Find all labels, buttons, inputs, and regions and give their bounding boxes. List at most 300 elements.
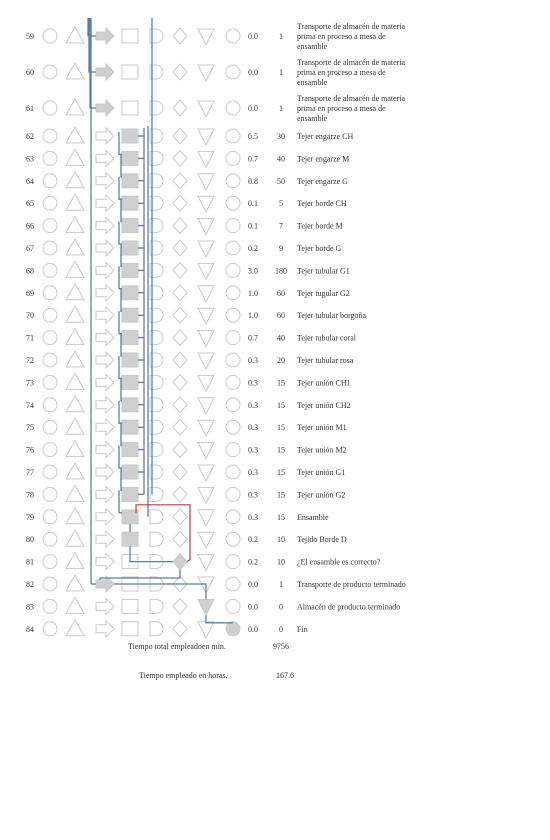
transport-arrow-icon	[96, 598, 114, 614]
operation-circle-icon	[43, 353, 57, 367]
table-row	[26, 172, 348, 190]
square-box-icon	[122, 196, 138, 210]
time-value: 0.3	[248, 356, 258, 365]
total-minutes-label: Tiempo total empleadoen min.	[128, 642, 226, 651]
end-circle-icon	[226, 263, 240, 277]
transport-arrow-icon	[96, 509, 114, 525]
end-circle-icon	[226, 196, 240, 210]
storage-triangle-icon	[198, 510, 214, 526]
transport-arrow-icon	[96, 464, 114, 480]
quantity-value: 60	[277, 311, 285, 321]
transport-arrow-icon	[96, 352, 114, 368]
square-box-icon	[122, 331, 138, 345]
end-circle-icon	[226, 219, 240, 233]
operation-circle-icon	[43, 555, 57, 569]
operation-circle-icon	[43, 65, 57, 79]
row-number: 83	[26, 602, 34, 612]
description-text: Tejer tubular coral	[297, 333, 356, 343]
quantity-value: 15	[277, 490, 285, 500]
operation-circle-icon	[43, 174, 57, 188]
decision-diamond-icon	[173, 598, 187, 614]
time-value: 3.0	[248, 266, 258, 276]
decision-diamond-icon	[173, 173, 187, 189]
storage-triangle-icon	[198, 465, 214, 481]
table-row	[26, 530, 347, 548]
row-number: 77	[26, 468, 34, 477]
inspection-triangle-icon	[66, 127, 84, 143]
quantity-value: 180	[275, 266, 287, 276]
quantity-value: 1	[279, 32, 283, 41]
square-box-icon	[122, 65, 138, 79]
storage-triangle-icon	[198, 308, 214, 324]
row-number: 73	[26, 378, 34, 388]
operation-circle-icon	[43, 101, 57, 115]
square-box-icon	[122, 129, 138, 143]
delay-d-icon	[150, 622, 163, 636]
row-number: 63	[26, 154, 34, 164]
row-number: 81	[26, 557, 34, 567]
flow-line	[114, 584, 206, 599]
storage-triangle-icon	[198, 443, 214, 459]
operation-circle-icon	[43, 465, 57, 479]
table-row	[26, 261, 350, 279]
storage-triangle-icon	[198, 375, 214, 391]
operation-circle-icon	[43, 196, 57, 210]
table-row	[26, 149, 349, 167]
row-number: 76	[26, 445, 34, 455]
time-value: 1.0	[248, 288, 258, 298]
square-box-icon	[122, 174, 138, 188]
square-box-icon	[122, 622, 138, 636]
description-text: Transporte de almacén de materia	[297, 22, 406, 31]
square-box-icon	[122, 487, 138, 501]
transport-arrow-icon	[96, 218, 114, 234]
decision-diamond-icon	[173, 509, 187, 525]
square-box-icon	[122, 599, 138, 613]
table-row	[26, 127, 354, 145]
inspection-triangle-icon	[66, 149, 84, 165]
total-hours-label: Tiempo empleado en horas.	[139, 671, 228, 680]
inspection-triangle-icon	[66, 99, 84, 115]
time-value: 0.3	[248, 400, 258, 410]
decision-diamond-icon	[173, 240, 187, 256]
storage-triangle-icon	[198, 532, 214, 548]
description-text: Tejer borde M	[297, 221, 343, 231]
row-number: 67	[26, 244, 34, 253]
storage-triangle-icon	[198, 420, 214, 436]
storage-triangle-icon	[198, 129, 214, 145]
time-value: 1.0	[248, 311, 258, 321]
total-minutes-value: 9756	[273, 642, 289, 651]
description-text: Tejer engarze CH	[297, 132, 354, 141]
time-value: 0.3	[248, 378, 258, 388]
transport-arrow-icon	[96, 419, 114, 435]
description-text: Tejer unión G2	[297, 490, 346, 500]
quantity-value: 10	[277, 557, 285, 567]
storage-triangle-icon	[198, 151, 214, 167]
operation-circle-icon	[43, 375, 57, 389]
inspection-triangle-icon	[66, 620, 84, 636]
description-text: Tejer engarze G	[297, 176, 348, 186]
inspection-triangle-icon	[66, 284, 84, 300]
end-circle-icon	[226, 577, 240, 591]
description-text: Transporte de almacén de materia	[297, 94, 406, 103]
transport-arrow-icon	[96, 486, 114, 502]
delay-d-icon	[150, 510, 163, 524]
end-circle-icon	[226, 443, 240, 457]
transport-arrow-icon	[96, 307, 114, 323]
decision-diamond-icon	[173, 28, 187, 44]
storage-triangle-icon	[198, 599, 214, 615]
description-text: Tejer unión CH1	[297, 378, 351, 388]
inspection-triangle-icon	[66, 194, 84, 210]
operation-circle-icon	[43, 510, 57, 524]
table-row	[26, 508, 329, 526]
operation-circle-icon	[43, 241, 57, 255]
table-row	[26, 418, 347, 436]
time-value: 0.0	[248, 104, 258, 113]
row-number: 59	[26, 32, 34, 41]
decision-diamond-icon	[173, 486, 187, 502]
inspection-triangle-icon	[66, 575, 84, 591]
storage-triangle-icon	[198, 622, 214, 638]
description-text: ensamble	[297, 78, 328, 87]
quantity-value: 15	[277, 400, 285, 410]
description-text: Tejer tugular G2	[297, 288, 350, 298]
inspection-triangle-icon	[66, 530, 84, 546]
table-row	[26, 94, 406, 123]
operation-circle-icon	[43, 308, 57, 322]
storage-triangle-icon	[198, 555, 214, 571]
description-text: Tejer borde G	[297, 244, 342, 253]
storage-triangle-icon	[198, 219, 214, 235]
decision-diamond-icon	[173, 307, 187, 323]
square-box-icon	[122, 308, 138, 322]
quantity-value: 9	[279, 244, 283, 253]
transport-arrow-icon	[96, 374, 114, 390]
square-box-icon	[122, 151, 138, 165]
square-box-icon	[122, 443, 138, 457]
inspection-triangle-icon	[66, 261, 84, 277]
decision-diamond-icon	[173, 554, 187, 570]
decision-diamond-icon	[173, 262, 187, 278]
inspection-triangle-icon	[66, 553, 84, 569]
description-text: prima en proceso a mesa de	[297, 68, 386, 77]
description-text: Tejido Borde D	[297, 535, 347, 545]
storage-triangle-icon	[198, 286, 214, 302]
end-circle-icon	[226, 29, 240, 43]
description-text: Tejer borde CH	[297, 199, 347, 209]
quantity-value: 10	[277, 535, 285, 545]
quantity-value: 20	[277, 356, 285, 365]
transport-arrow-icon	[96, 173, 114, 189]
square-box-icon	[122, 465, 138, 479]
operation-circle-icon	[43, 263, 57, 277]
end-circle-icon	[226, 465, 240, 479]
transport-arrow-icon	[96, 621, 114, 637]
time-value: 0.3	[248, 490, 258, 500]
inspection-triangle-icon	[66, 172, 84, 188]
decision-diamond-icon	[173, 352, 187, 368]
quantity-value: 15	[277, 512, 285, 522]
quantity-value: 50	[277, 176, 285, 186]
inspection-triangle-icon	[66, 63, 84, 79]
decision-diamond-icon	[173, 128, 187, 144]
end-circle-icon	[226, 65, 240, 79]
operation-circle-icon	[43, 398, 57, 412]
description-text: Tejer unión M2	[297, 445, 347, 455]
time-value: 0.2	[248, 244, 258, 253]
operation-circle-icon	[43, 129, 57, 143]
description-text: Tejer unión CH2	[297, 400, 351, 410]
square-box-icon	[122, 532, 138, 546]
end-circle-icon	[226, 174, 240, 188]
time-value: 0.3	[248, 468, 258, 477]
row-number: 75	[26, 423, 34, 433]
transport-arrow-icon	[96, 397, 114, 413]
time-value: 0.0	[248, 68, 258, 77]
transport-arrow-icon	[96, 28, 114, 44]
square-box-icon	[122, 375, 138, 389]
table-row	[26, 22, 406, 51]
description-text: Ensamble	[297, 512, 329, 522]
description-text: Tejer tubular rosa	[297, 356, 354, 365]
quantity-value: 15	[277, 468, 285, 477]
description-text: Tejer tubular borgoña	[297, 311, 367, 321]
row-number: 74	[26, 400, 34, 410]
description-text: Transporte de producto terminado	[297, 580, 406, 589]
quantity-value: 1	[279, 580, 283, 589]
transport-arrow-icon	[96, 330, 114, 346]
total-hours-value: 167.6	[276, 671, 294, 680]
inspection-triangle-icon	[66, 485, 84, 501]
operation-circle-icon	[43, 151, 57, 165]
square-box-icon	[122, 101, 138, 115]
time-value: 0.5	[248, 132, 258, 141]
row-number: 60	[26, 68, 34, 77]
quantity-value: 60	[277, 288, 285, 298]
table-row	[26, 620, 308, 638]
square-box-icon	[122, 241, 138, 255]
time-value: 0.2	[248, 535, 258, 545]
storage-triangle-icon	[198, 398, 214, 414]
decision-diamond-icon	[173, 330, 187, 346]
table-row	[26, 306, 366, 324]
end-circle-icon	[226, 308, 240, 322]
decision-diamond-icon	[173, 218, 187, 234]
quantity-value: 5	[279, 199, 283, 209]
inspection-triangle-icon	[66, 441, 84, 457]
table-row	[26, 373, 351, 391]
end-circle-icon	[226, 286, 240, 300]
storage-triangle-icon	[198, 487, 214, 503]
table-row	[26, 239, 342, 257]
decision-diamond-icon	[173, 285, 187, 301]
table-row	[26, 485, 345, 503]
row-number: 65	[26, 199, 34, 209]
quantity-value: 15	[277, 423, 285, 433]
square-box-icon	[122, 353, 138, 367]
transport-arrow-icon	[96, 100, 114, 116]
time-value: 0.8	[248, 176, 258, 186]
row-number: 78	[26, 490, 34, 500]
transport-arrow-icon	[96, 554, 114, 570]
time-value: 0.0	[248, 624, 258, 634]
inspection-triangle-icon	[66, 463, 84, 479]
storage-triangle-icon	[198, 241, 214, 257]
flow-line	[100, 570, 180, 580]
transport-arrow-icon	[96, 240, 114, 256]
operation-circle-icon	[43, 331, 57, 345]
description-text: Fin	[297, 624, 308, 634]
operation-circle-icon	[43, 577, 57, 591]
delay-d-icon	[150, 532, 163, 546]
description-text: Tejer tubular G1	[297, 266, 350, 276]
storage-triangle-icon	[198, 101, 214, 117]
decision-diamond-icon	[173, 100, 187, 116]
time-value: 0.7	[248, 154, 258, 164]
decision-diamond-icon	[173, 621, 187, 637]
storage-triangle-icon	[198, 353, 214, 369]
row-number: 68	[26, 266, 34, 276]
decision-diamond-icon	[173, 531, 187, 547]
quantity-value: 7	[279, 221, 283, 231]
time-value: 0.0	[248, 32, 258, 41]
square-box-icon	[122, 398, 138, 412]
quantity-value: 0	[279, 624, 283, 634]
inspection-triangle-icon	[66, 27, 84, 43]
table-row	[26, 575, 406, 593]
quantity-value: 1	[279, 104, 283, 113]
operation-circle-icon	[43, 219, 57, 233]
decision-diamond-icon	[173, 64, 187, 80]
inspection-triangle-icon	[66, 396, 84, 412]
table-row	[26, 463, 345, 481]
square-box-icon	[122, 420, 138, 434]
square-box-icon	[122, 29, 138, 43]
end-circle-icon	[226, 599, 240, 613]
storage-triangle-icon	[198, 331, 214, 347]
table-row	[26, 553, 381, 571]
description-text: Transporte de almacén de materia	[297, 58, 406, 67]
delay-d-icon	[150, 599, 163, 613]
operation-circle-icon	[43, 622, 57, 636]
row-number: 71	[26, 333, 34, 343]
quantity-value: 1	[279, 68, 283, 77]
time-value: 0.0	[248, 602, 258, 612]
description-text: Almacén de producto terminado	[297, 602, 401, 612]
row-number: 82	[26, 580, 34, 589]
transport-arrow-icon	[96, 195, 114, 211]
end-circle-icon	[226, 375, 240, 389]
inspection-triangle-icon	[66, 329, 84, 345]
storage-triangle-icon	[198, 263, 214, 279]
end-circle-icon	[226, 129, 240, 143]
end-circle-icon	[226, 555, 240, 569]
inspection-triangle-icon	[66, 418, 84, 434]
time-value: 0.3	[248, 423, 258, 433]
quantity-value: 30	[277, 132, 285, 141]
inspection-triangle-icon	[66, 508, 84, 524]
row-number: 79	[26, 512, 34, 522]
time-value: 0.3	[248, 512, 258, 522]
transport-arrow-icon	[96, 285, 114, 301]
table-row	[26, 284, 350, 302]
storage-triangle-icon	[198, 65, 214, 81]
row-number: 66	[26, 221, 34, 231]
square-box-icon	[122, 286, 138, 300]
description-text: Tejer engarze M	[297, 154, 350, 164]
end-circle-icon	[226, 532, 240, 546]
quantity-value: 0	[279, 602, 283, 612]
table-row	[26, 441, 347, 459]
storage-triangle-icon	[198, 174, 214, 190]
transport-arrow-icon	[96, 442, 114, 458]
transport-arrow-icon	[96, 150, 114, 166]
operation-circle-icon	[43, 443, 57, 457]
end-circle-icon	[226, 420, 240, 434]
description-text: prima en proceso a mesa de	[297, 104, 386, 113]
inspection-triangle-icon	[66, 217, 84, 233]
description-text: ¿El ensamble es correcto?	[297, 557, 381, 567]
description-text: ensamble	[297, 42, 328, 51]
row-number: 69	[26, 288, 34, 298]
time-value: 0.7	[248, 333, 258, 343]
decision-diamond-icon	[173, 464, 187, 480]
end-circle-icon	[226, 622, 240, 636]
operation-circle-icon	[43, 599, 57, 613]
row-number: 62	[26, 132, 34, 141]
quantity-value: 40	[277, 333, 285, 343]
table-row	[26, 329, 357, 347]
end-circle-icon	[226, 398, 240, 412]
inspection-triangle-icon	[66, 239, 84, 255]
row-number: 70	[26, 311, 34, 321]
decision-diamond-icon	[173, 150, 187, 166]
storage-triangle-icon	[198, 29, 214, 45]
decision-diamond-icon	[173, 374, 187, 390]
table-row	[26, 597, 400, 615]
inspection-triangle-icon	[66, 373, 84, 389]
flow-line	[130, 546, 173, 561]
quantity-value: 15	[277, 445, 285, 455]
row-number: 72	[26, 356, 34, 365]
quantity-value: 40	[277, 154, 285, 164]
operation-circle-icon	[43, 487, 57, 501]
time-value: 0.3	[248, 445, 258, 455]
row-number: 61	[26, 104, 34, 113]
operation-circle-icon	[43, 532, 57, 546]
table-row	[26, 217, 343, 235]
end-circle-icon	[226, 151, 240, 165]
time-value: 0.2	[248, 557, 258, 567]
decision-diamond-icon	[173, 195, 187, 211]
decision-diamond-icon	[173, 442, 187, 458]
end-circle-icon	[226, 353, 240, 367]
storage-triangle-icon	[198, 196, 214, 212]
time-value: 0.1	[248, 199, 258, 209]
transport-arrow-icon	[96, 531, 114, 547]
transport-arrow-icon	[96, 262, 114, 278]
inspection-triangle-icon	[66, 597, 84, 613]
row-number: 80	[26, 535, 34, 545]
operation-circle-icon	[43, 420, 57, 434]
end-circle-icon	[226, 101, 240, 115]
end-circle-icon	[226, 331, 240, 345]
operation-circle-icon	[43, 29, 57, 43]
table-row	[26, 396, 351, 414]
end-circle-icon	[226, 241, 240, 255]
